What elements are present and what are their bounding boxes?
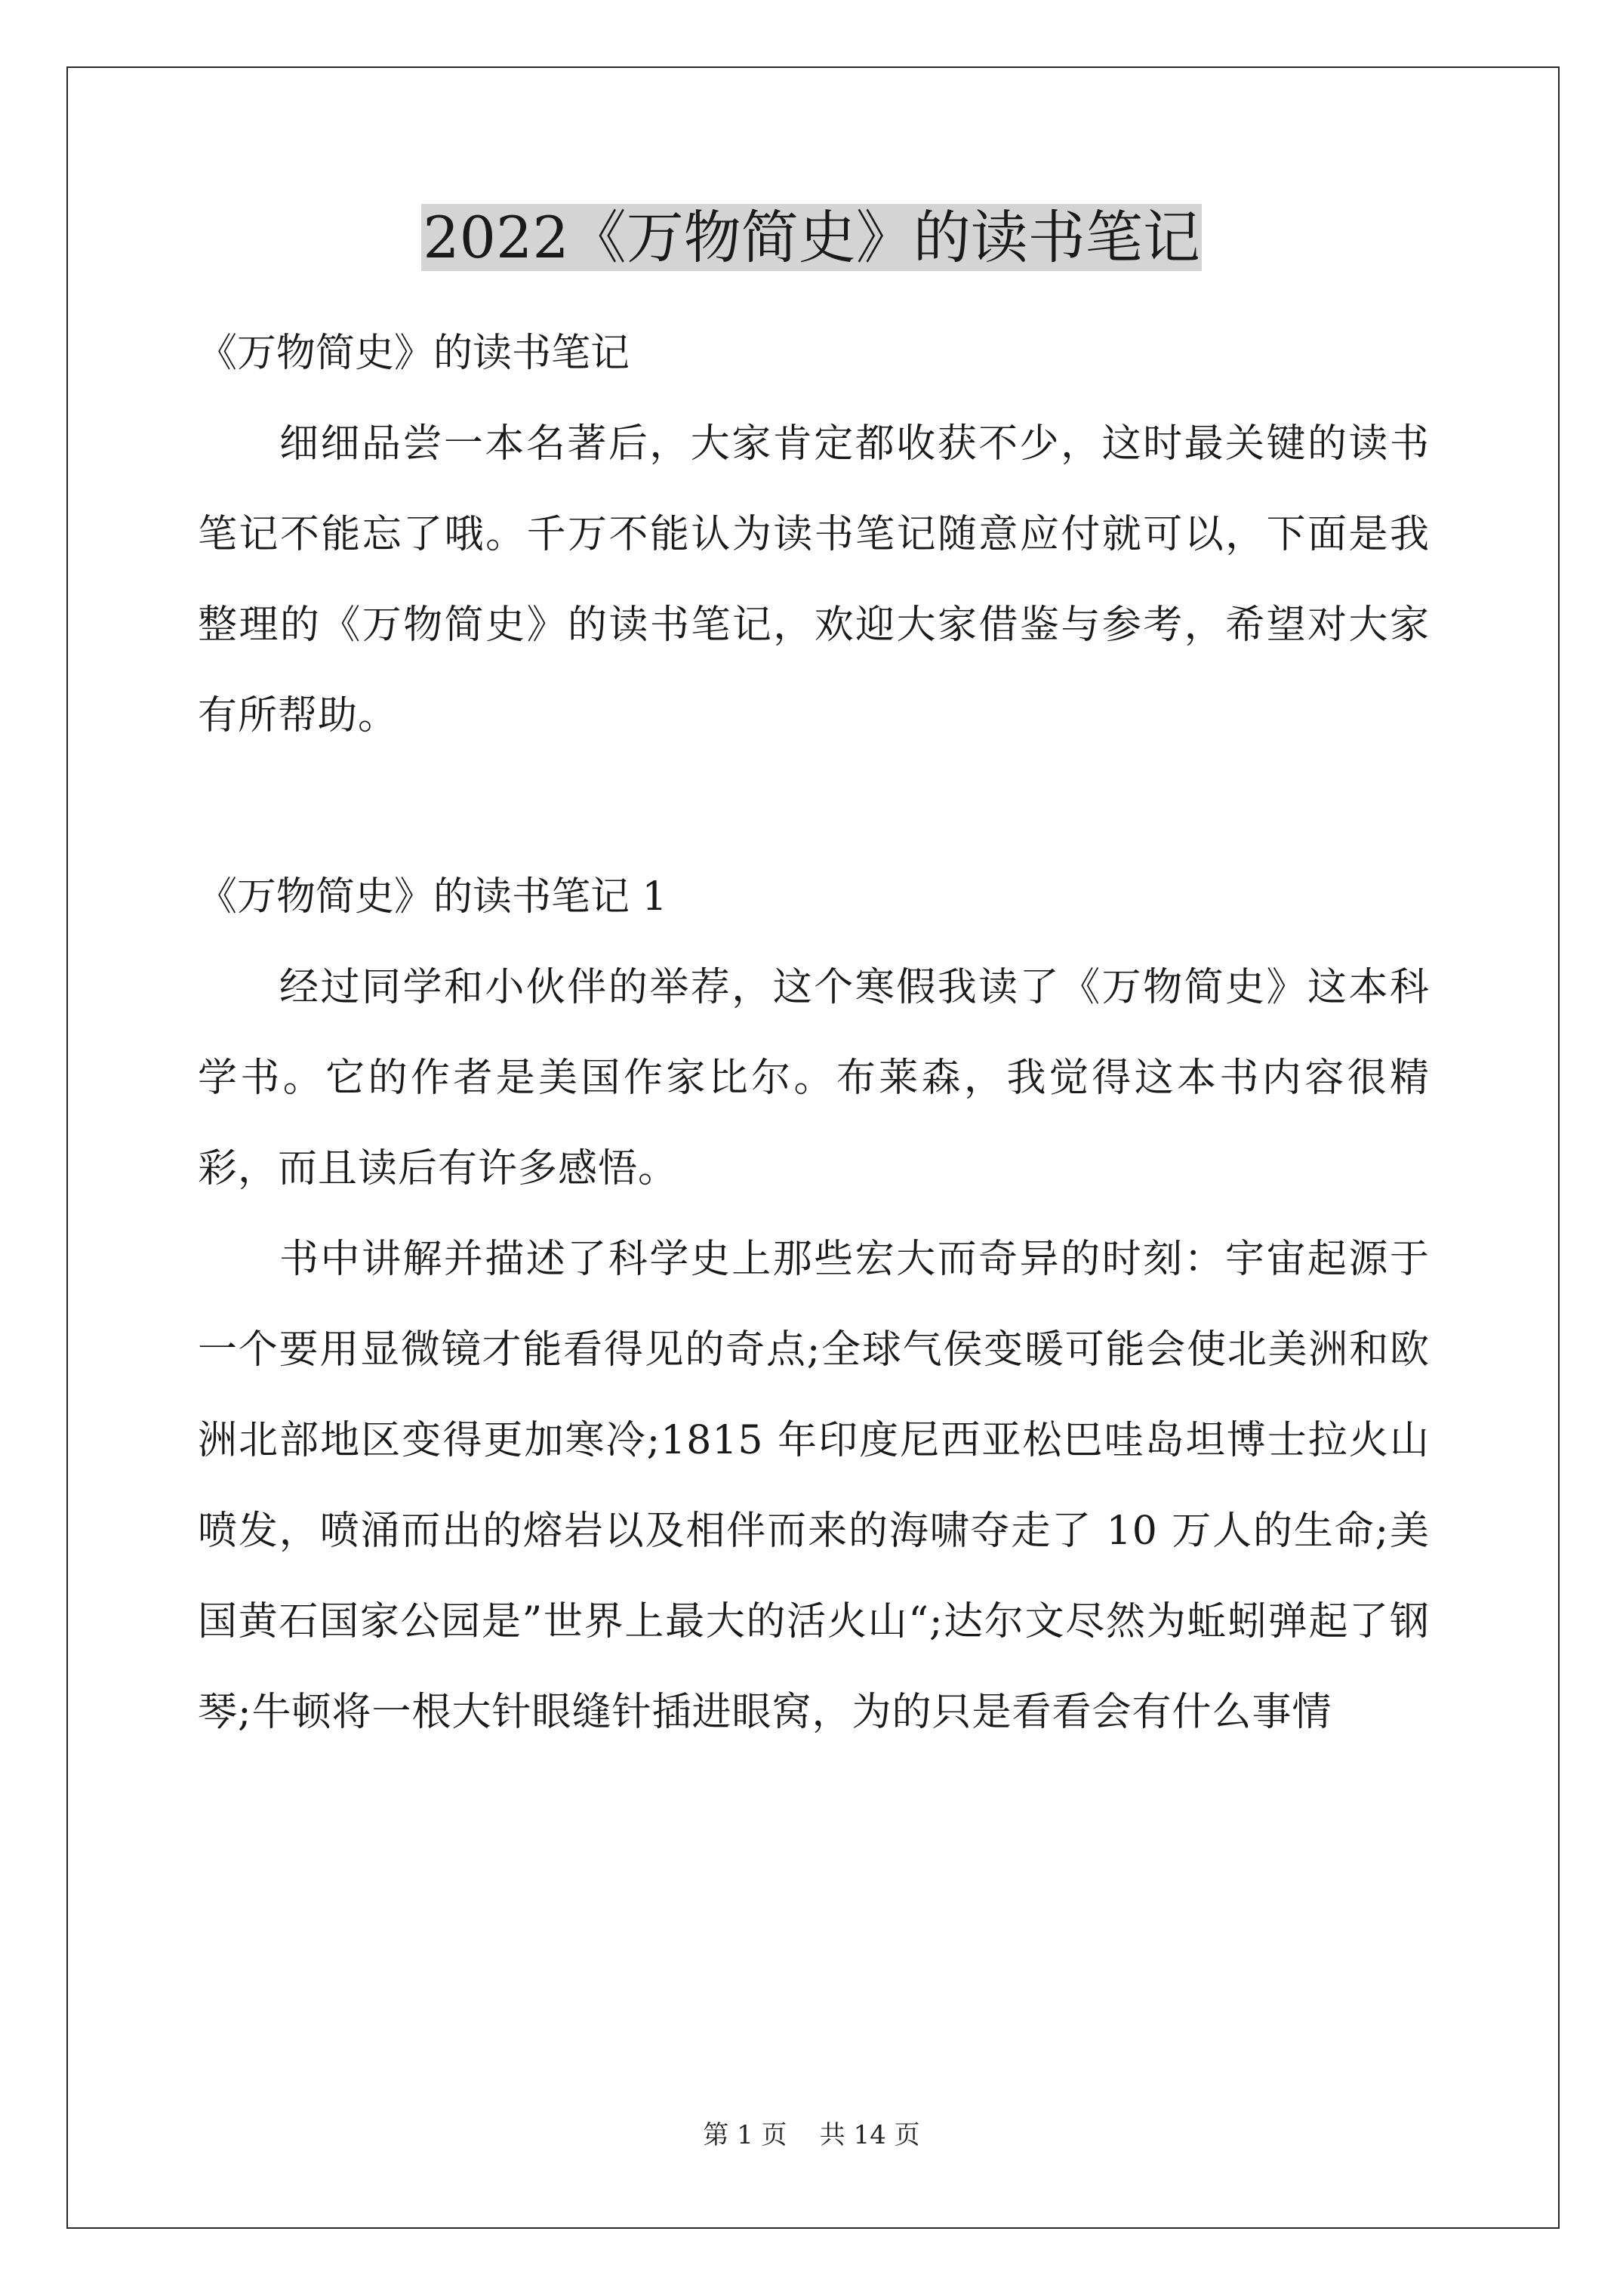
document-body — [198, 308, 1430, 1758]
section-paragraph-2: 书中讲解并描述了科学史上那些宏大而奇异的时刻：宇宙起源于一个要用显微镜才能看得见的奇点;全球气侯变暖可能会使北美洲和欧洲北部地区变得更加寒冷;1815 年印度尼西亚松巴哇岛坦博士拉火山喷发，喷涌而出的熔岩以及相伴而来的海啸夺走了 10 万人的生命;美国黄石国家公园是”世界上最大的活火山“;达尔文尽然为蚯蚓弹起了钢琴;牛顿将一根大针眼缝针插进眼窝，为的只是看看会有什么事情 — [198, 1237, 1430, 1735]
intro-heading: 《万物简史》的读书笔记 — [198, 331, 630, 376]
intro-paragraph: 细细品尝一本名著后，大家肯定都收获不少，这时最关键的读书笔记不能忘了哦。千万不能认为读书笔记随意应付就可以，下面是我整理的《万物简史》的读书笔记，欢迎大家借鉴与参考，希望对大家有所帮助。 — [198, 421, 1430, 738]
section-heading: 《万物简史》的读书笔记 1 — [198, 874, 667, 920]
document-title-text: 2022《万物简史》的读书笔记 — [423, 204, 1200, 271]
section-spacer — [198, 761, 1430, 852]
section-paragraph-1: 经过同学和小伙伴的举荐，这个寒假我读了《万物简史》这本科学书。它的作者是美国作家比尔。布莱森，我觉得这本书内容很精彩，而且读后有许多感悟。 — [198, 965, 1430, 1191]
page-number: 第 1 页 共 14 页 — [703, 2120, 920, 2150]
document-title — [0, 198, 1623, 278]
